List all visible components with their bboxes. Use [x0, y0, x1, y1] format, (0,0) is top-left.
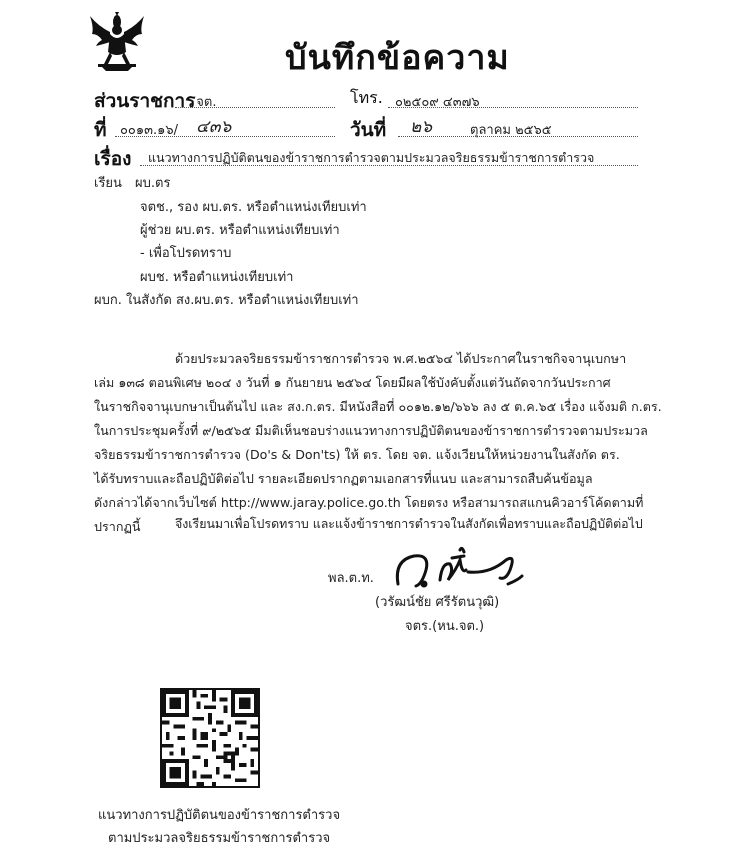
department-label: ส่วนราชการ	[94, 90, 196, 112]
phone-value: ๐๒๕๐๙ ๔๓๗๖	[395, 95, 480, 110]
body-line: ด้วยประมวลจริยธรรมข้าราชการตำรวจ พ.ศ.๒๕๖๔ ได้ประกาศในราชกิจจานุเบกษา	[175, 351, 627, 366]
number-value: ๐๐๑๓.๑๖/	[120, 123, 179, 138]
body-line: จริยธรรมข้าราชการตำรวจ (Do's & Don'ts) ให้ ตร. โดย จต. แจ้งเวียนให้หน่วยงานในสังกัด ตร.	[94, 447, 620, 462]
signature-position: จตร.(หน.จต.)	[405, 619, 485, 634]
signature-name: (วรัฒน์ชัย ศรีรัตนวุฒิ)	[375, 595, 500, 610]
subject-value: แนวทางการปฏิบัติตนของข้าราชการตำรวจตามประมวลจริยธรรมข้าราชการตำรวจ	[148, 150, 595, 165]
recipient-line: ผบก. ในสังกัด สง.ผบ.ตร. หรือตำแหน่งเทียบเท่า	[94, 293, 359, 308]
number-label: ที่	[94, 119, 107, 141]
closing-line: จึงเรียนมาเพื่อโปรดทราบ และแจ้งข้าราชการตำรวจในสังกัดเพื่อทราบและถือปฏิบัติต่อไป	[175, 516, 643, 531]
recipient-line: จตช., รอง ผบ.ตร. หรือตำแหน่งเทียบเท่า	[140, 200, 367, 215]
body-line: ในราชกิจจานุเบกษาเป็นต้นไป และ สง.ก.ตร. มีหนังสือที่ ๐๐๑๒.๑๒/๖๖๖ ลง ๕ ต.ค.๖๕ เรื่อง แจ้งมติ ก.ตร.	[94, 399, 662, 414]
body-line: ดังกล่าวได้จากเว็บไซต์ http://www.jaray.police.go.th โดยตรง หรือสามารถสแกนคิวอาร์โค้ดตามที่	[94, 495, 644, 510]
garuda-emblem-icon	[88, 12, 146, 72]
qr-caption-line: ตามประมวลจริยธรรมข้าราชการตำรวจ	[108, 831, 331, 846]
signature-rank: พล.ต.ท.	[328, 571, 374, 586]
department-value: . จต.	[188, 95, 217, 110]
to-label: เรียน	[94, 176, 122, 191]
to-value: ผบ.ตร	[135, 176, 171, 191]
date-month-year: ตุลาคม ๒๕๖๕	[470, 123, 552, 138]
subject-label: เรื่อง	[94, 148, 132, 170]
recipient-line: ผบช. หรือตำแหน่งเทียบเท่า	[140, 270, 294, 285]
date-day: ๒๖	[410, 117, 432, 137]
qr-caption-line: แนวทางการปฏิบัติตนของข้าราชการตำรวจ	[98, 808, 341, 823]
date-label: วันที่	[350, 119, 387, 141]
phone-label: โทร.	[350, 88, 383, 107]
qr-code-icon	[160, 688, 260, 788]
body-line: ได้รับทราบและถือปฏิบัติต่อไป รายละเอียดปรากฏตามเอกสารที่แนบ และสามารถสืบค้นข้อมูล	[94, 471, 593, 486]
memo-title: บันทึกข้อความ	[285, 38, 510, 78]
body-line: ในการประชุมครั้งที่ ๙/๒๕๖๕ มีมติเห็นชอบร่างแนวทางการปฏิบัติตนของข้าราชการตำรวจตามประมวล	[94, 423, 648, 438]
recipient-line: - เพื่อโปรดทราบ	[140, 246, 232, 261]
number-handwritten: ๔๓๖	[196, 117, 232, 137]
body-line: เล่ม ๑๓๘ ตอนพิเศษ ๒๐๔ ง วันที่ ๑ กันยายน ๒๕๖๔ โดยมีผลใช้บังคับตั้งแต่วันถัดจากวันประกาศ	[94, 375, 611, 390]
recipient-line: ผู้ช่วย ผบ.ตร. หรือตำแหน่งเทียบเท่า	[140, 223, 340, 238]
body-line: ปรากฏนี้	[94, 519, 141, 534]
